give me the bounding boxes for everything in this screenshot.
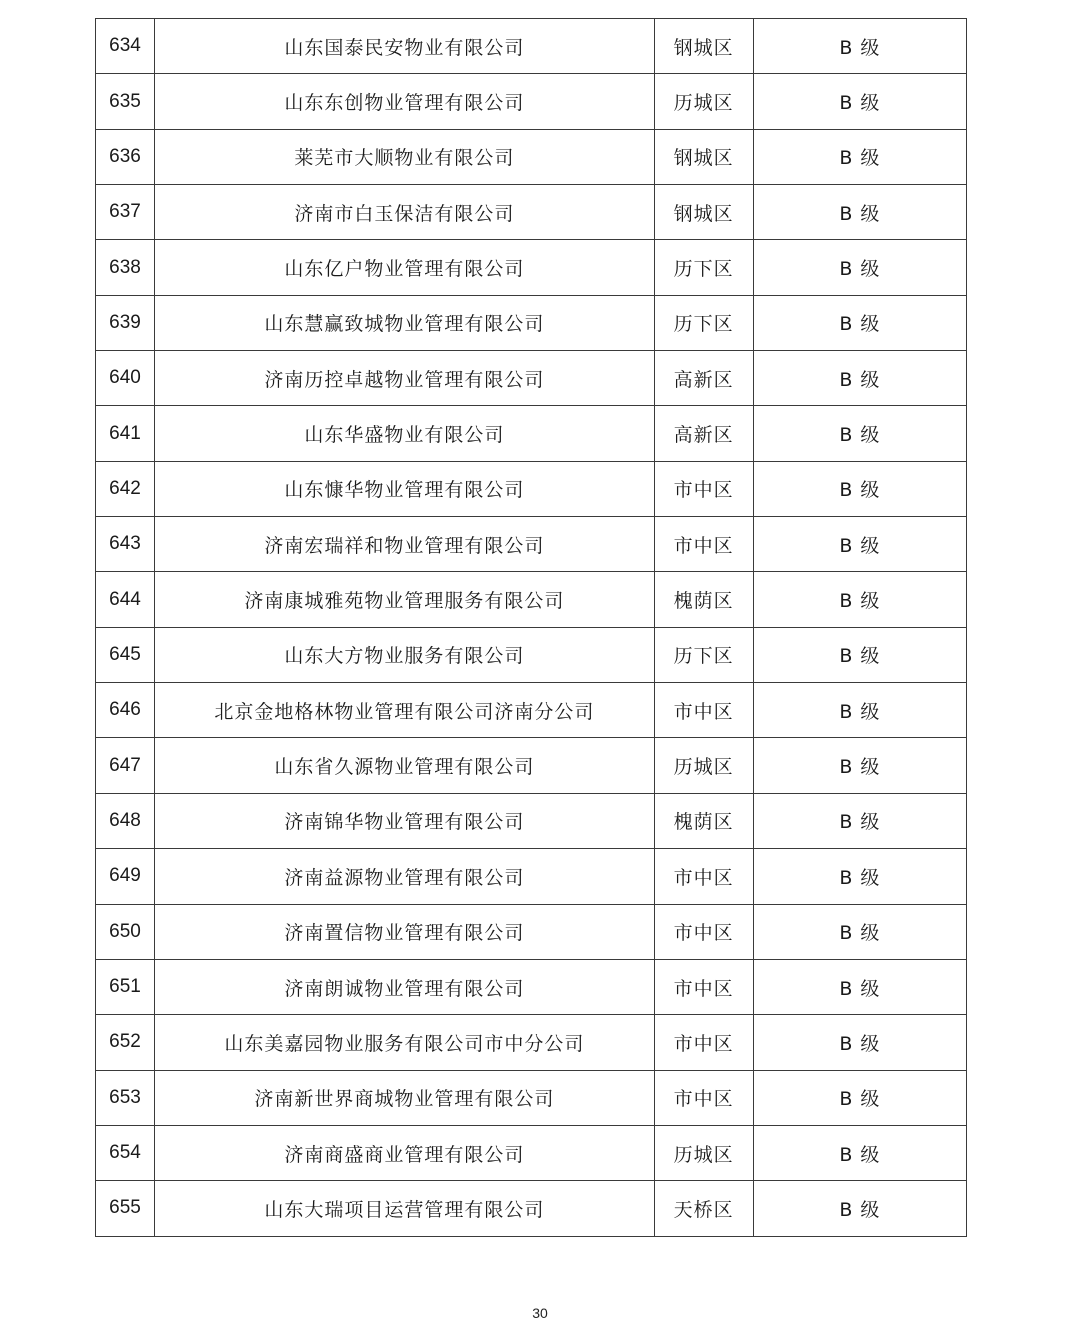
company-name: 济南康城雅苑物业管理服务有限公司 — [155, 572, 655, 627]
table-row — [96, 406, 967, 461]
table-row — [96, 295, 967, 350]
company-name: 山东省久源物业管理有限公司 — [155, 738, 655, 793]
row-number: 642 — [96, 461, 155, 516]
grade: B 级 — [753, 129, 966, 184]
grade: B 级 — [753, 793, 966, 848]
district: 市中区 — [654, 461, 753, 516]
table-row — [96, 185, 967, 240]
grade: B 级 — [753, 185, 966, 240]
table-row — [96, 738, 967, 793]
company-name: 山东大瑞项目运营管理有限公司 — [155, 1181, 655, 1236]
table-body — [96, 19, 967, 1237]
row-number: 640 — [96, 351, 155, 406]
company-name: 济南锦华物业管理有限公司 — [155, 793, 655, 848]
company-name: 莱芜市大顺物业有限公司 — [155, 129, 655, 184]
company-name: 济南益源物业管理有限公司 — [155, 849, 655, 904]
row-number: 655 — [96, 1181, 155, 1236]
company-name: 济南置信物业管理有限公司 — [155, 904, 655, 959]
grade: B 级 — [753, 240, 966, 295]
company-name: 济南新世界商城物业管理有限公司 — [155, 1070, 655, 1125]
grade: B 级 — [753, 1181, 966, 1236]
row-number: 653 — [96, 1070, 155, 1125]
company-name: 济南宏瑞祥和物业管理有限公司 — [155, 517, 655, 572]
table-row — [96, 683, 967, 738]
district: 市中区 — [654, 904, 753, 959]
table-row — [96, 1181, 967, 1236]
grade: B 级 — [753, 351, 966, 406]
row-number: 638 — [96, 240, 155, 295]
grade: B 级 — [753, 461, 966, 516]
grade: B 级 — [753, 1125, 966, 1180]
table-row — [96, 129, 967, 184]
row-number: 637 — [96, 185, 155, 240]
district: 钢城区 — [654, 19, 753, 74]
table-row — [96, 1015, 967, 1070]
row-number: 654 — [96, 1125, 155, 1180]
row-number: 646 — [96, 683, 155, 738]
table-row — [96, 240, 967, 295]
grade: B 级 — [753, 959, 966, 1014]
district: 市中区 — [654, 1070, 753, 1125]
company-name: 济南商盛商业管理有限公司 — [155, 1125, 655, 1180]
company-name: 山东东创物业管理有限公司 — [155, 74, 655, 129]
district: 市中区 — [654, 683, 753, 738]
table-row — [96, 74, 967, 129]
company-name: 济南朗诚物业管理有限公司 — [155, 959, 655, 1014]
table-row — [96, 627, 967, 682]
row-number: 650 — [96, 904, 155, 959]
company-name: 山东美嘉园物业服务有限公司市中分公司 — [155, 1015, 655, 1070]
district: 历下区 — [654, 295, 753, 350]
district: 历下区 — [654, 240, 753, 295]
table-row — [96, 461, 967, 516]
table-row — [96, 517, 967, 572]
table-row — [96, 1125, 967, 1180]
district: 市中区 — [654, 849, 753, 904]
table-row — [96, 572, 967, 627]
row-number: 636 — [96, 129, 155, 184]
row-number: 651 — [96, 959, 155, 1014]
grade: B 级 — [753, 1015, 966, 1070]
grade: B 级 — [753, 849, 966, 904]
row-number: 652 — [96, 1015, 155, 1070]
row-number: 644 — [96, 572, 155, 627]
grade: B 级 — [753, 738, 966, 793]
company-name: 北京金地格林物业管理有限公司济南分公司 — [155, 683, 655, 738]
district: 钢城区 — [654, 185, 753, 240]
table-row — [96, 959, 967, 1014]
grade: B 级 — [753, 295, 966, 350]
grade: B 级 — [753, 19, 966, 74]
table-row — [96, 1070, 967, 1125]
district: 钢城区 — [654, 129, 753, 184]
grade: B 级 — [753, 683, 966, 738]
district: 历城区 — [654, 738, 753, 793]
grade: B 级 — [753, 627, 966, 682]
table-row — [96, 904, 967, 959]
district: 槐荫区 — [654, 572, 753, 627]
district: 天桥区 — [654, 1181, 753, 1236]
row-number: 643 — [96, 517, 155, 572]
district: 市中区 — [654, 1015, 753, 1070]
table-row — [96, 351, 967, 406]
district: 槐荫区 — [654, 793, 753, 848]
row-number: 641 — [96, 406, 155, 461]
company-name: 山东国泰民安物业有限公司 — [155, 19, 655, 74]
district: 历城区 — [654, 1125, 753, 1180]
row-number: 634 — [96, 19, 155, 74]
company-name: 山东慧赢致城物业管理有限公司 — [155, 295, 655, 350]
company-rating-table — [95, 18, 967, 1237]
grade: B 级 — [753, 74, 966, 129]
district: 历下区 — [654, 627, 753, 682]
district: 高新区 — [654, 351, 753, 406]
company-name: 济南市白玉保洁有限公司 — [155, 185, 655, 240]
company-name: 山东亿户物业管理有限公司 — [155, 240, 655, 295]
page-number: 30 — [532, 1305, 548, 1321]
row-number: 645 — [96, 627, 155, 682]
grade: B 级 — [753, 904, 966, 959]
company-name: 山东慷华物业管理有限公司 — [155, 461, 655, 516]
table-row — [96, 793, 967, 848]
district: 历城区 — [654, 74, 753, 129]
row-number: 647 — [96, 738, 155, 793]
district: 市中区 — [654, 959, 753, 1014]
row-number: 649 — [96, 849, 155, 904]
grade: B 级 — [753, 1070, 966, 1125]
district: 高新区 — [654, 406, 753, 461]
grade: B 级 — [753, 517, 966, 572]
row-number: 639 — [96, 295, 155, 350]
company-name: 济南历控卓越物业管理有限公司 — [155, 351, 655, 406]
grade: B 级 — [753, 406, 966, 461]
table-row — [96, 849, 967, 904]
table-row — [96, 19, 967, 74]
company-name: 山东华盛物业有限公司 — [155, 406, 655, 461]
row-number: 648 — [96, 793, 155, 848]
row-number: 635 — [96, 74, 155, 129]
company-name: 山东大方物业服务有限公司 — [155, 627, 655, 682]
grade: B 级 — [753, 572, 966, 627]
district: 市中区 — [654, 517, 753, 572]
